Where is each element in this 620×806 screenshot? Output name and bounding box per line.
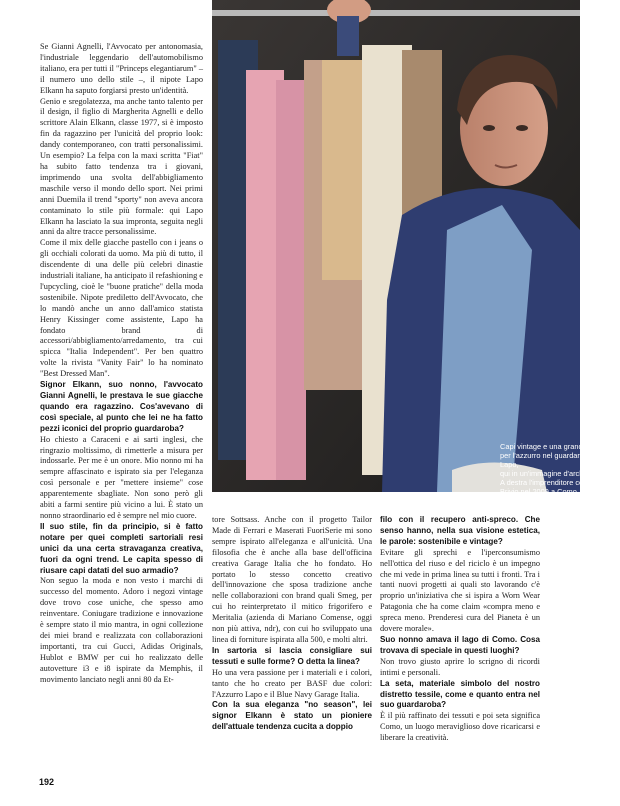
photo-illustration [212, 0, 580, 492]
body-paragraph: tore Sottsass. Anche con il progetto Tailor Made di Ferrari e Maserati FuoriSerie mi sono sempre ispirato all'eleganza e all'unicità. Una filosofia che è anche alla base dell'officina creativa Garage Italia che ho fondato. Ho portato lo stesso concetto creativo dell'innovazione che sposa tradizione anche nelle collaborazioni con brand quali Smeg, per cui ho reinterpretato il mitico frigorifero e Meritalia (azienda di Mariano Comense, oggi non più attiva, ndr), con cui ho sviluppato una linea di forniture ispirata alla 500, e molti altri. [212, 515, 372, 644]
body-paragraph: Evitare gli sprechi e l'iperconsumismo nell'ottica del riuso e del riciclo è un impegno che mi vede in prima linea su tutti i fronti. Tra i tanti nuovi progetti ai quali sto lavorando c'è proprio un'iniziativa che si ispira a Worn Wear Patagonia che ha come claim «compra meno e spreca meno. Prenderesi cura del Pianeta è un dovere morale». [380, 547, 540, 634]
interview-question: In sartoria si lascia consigliare sui tessuti e sulle forme? O detta la linea? [212, 645, 372, 666]
article-column-1 [40, 42, 203, 685]
body-paragraph: Ho chiesto a Caraceni e ai sarti inglesi, che ringrazio moltissimo, di rimetterle a misura per indossarle. Per me è un onore. Mio nonno mi ha sempre affascinato e ispirato sia per l'eleganza così personale e per "mettere insieme" cose apparentemente sbagliate. Non sono però gli abiti a farmi sentire più vicino a lui. È stato un nonno straordinario ed è sempre nel mio cuore. [40, 434, 203, 520]
interview-question: Signor Elkann, suo nonno, l'avvocato Gianni Agnelli, le prestava le sue giacche quando era ragazzino. Cos'avevano di così speciale, al punto che lei ne ha fatto pezzi iconici del proprio guardaroba? [40, 380, 203, 433]
body-paragraph: Ho una vera passione per i materiali e i colori, tanto che ho creato per BASF due colori: l'Azzurro Lapo e il Blue Navy Garage Italia. [212, 667, 372, 699]
body-paragraph: Genio e sregolatezza, ma anche tanto talento per il design, il figlio di Margherita Agnelli e dello scrittore Alain Elkann, classe 1977, si è imposto fin da ragazzino per l'unicità del proprio look: dandy contemporaneo, con tratti personalissimi. Un esempio? La felpa con la maxi scritta "Fiat" ha subito fatto tendenza tra i giovani, imprimendo una svolta dell'abbigliamento maschile verso il mondo dello sport. Nei primi anni Duemila il trend "sporty" non aveva ancora contaminato lo stile più formale: qui Lapo Elkann ha lasciato la sua impronta, seguita negli anni da altre tracce personalissime. [40, 96, 203, 237]
body-paragraph: È il più raffinato dei tessuti e poi seta significa Como, un luogo meraviglioso dove ricaricarsi e liberare la creatività. [380, 711, 540, 743]
caption-line: qui in un'immagine d'archivio. [500, 469, 597, 478]
interview-question: Suo nonno amava il lago di Como. Cosa trovava di speciale in questi luoghi? [380, 634, 540, 655]
body-paragraph: Se Gianni Agnelli, l'Avvocato per antonomasia, l'industriale leggendario dell'automobilismo italiano, era per tutti il "Princeps elegantiarum" – il numero uno dello stile –, il nipote Lapo Elkann ha saputo forgiarsi presto un'identità. [40, 42, 203, 95]
body-paragraph: Come il mix delle giacche pastello con i jeans o gli occhiali colorati da uomo. Ma più di tutto, il discendente di una delle più celebri dinastie industriali italiane, ha anticipato il refashioning e l'upcycling, cioè le "buone pratiche" della moda sostenibile. Nipote prediletto dell'Avvocato, che lo mandò anche un anno dall'amico statista Henry Kissinger come assistente, Lapo ha fondato brand di accessori/abbigliamento/arredamento, tra cui spicca "Italia Independent". Per ben quattro volte la rivista "Vanity Fair" lo ha nominato "Best Dressed Man". [40, 238, 203, 379]
interview-question: filo con il recupero anti-spreco. Che senso hanno, nella sua visione estetica, le parole: sostenibile e vintage? [380, 515, 540, 546]
caption-line: Capi vintage e una grande passione [500, 442, 619, 451]
article-photo [212, 0, 619, 496]
article-column-2 [212, 515, 372, 733]
article-column-3 [380, 515, 540, 744]
photo-caption [500, 442, 620, 496]
caption-line: A destra l'imprenditore con Serena [500, 478, 614, 487]
interview-question: Il suo stile, fin da principio, si è fatto notare per quei completi sartoriali resi unici da una certa stravaganza creativa, fuori da ogni trend. Le capita spesso di riusare capi datati del suo armadio? [40, 521, 203, 575]
caption-line: Brivio nel 2009 a Como. [500, 487, 579, 496]
interview-question: La seta, materiale simbolo del nostro distretto tessile, come e quanto entra nel suo guardaroba? [380, 678, 540, 710]
body-paragraph: Non trovo giusto aprire lo scrigno di ricordi intimi e personali. [380, 656, 540, 677]
caption-line: per l'azzurro nel guardaroba di Lapo, [500, 451, 601, 469]
interview-question: Con la sua eleganza "no season", lei signor Elkann è stato un pioniere dell'attuale tendenza cucita a doppio [212, 700, 372, 732]
body-paragraph: Non seguo la moda e non vesto i marchi di successo del momento. Adoro i negozi vintage dove trovo cose uniche, che spesso amo reinventare. Coniugare tradizione e innovazione è sempre stato il mio mantra, in ogni collezione dei miei brand e realizzata con collaborazioni importanti, tra cui Gucci, Adidas Originals, Hublot e BMW per cui ho realizzato delle autovetture i3 e i8 ispirate da Memphis, il movimento lanciato negli anni 80 da Et- [40, 576, 203, 684]
page-number: 192 [39, 777, 55, 787]
